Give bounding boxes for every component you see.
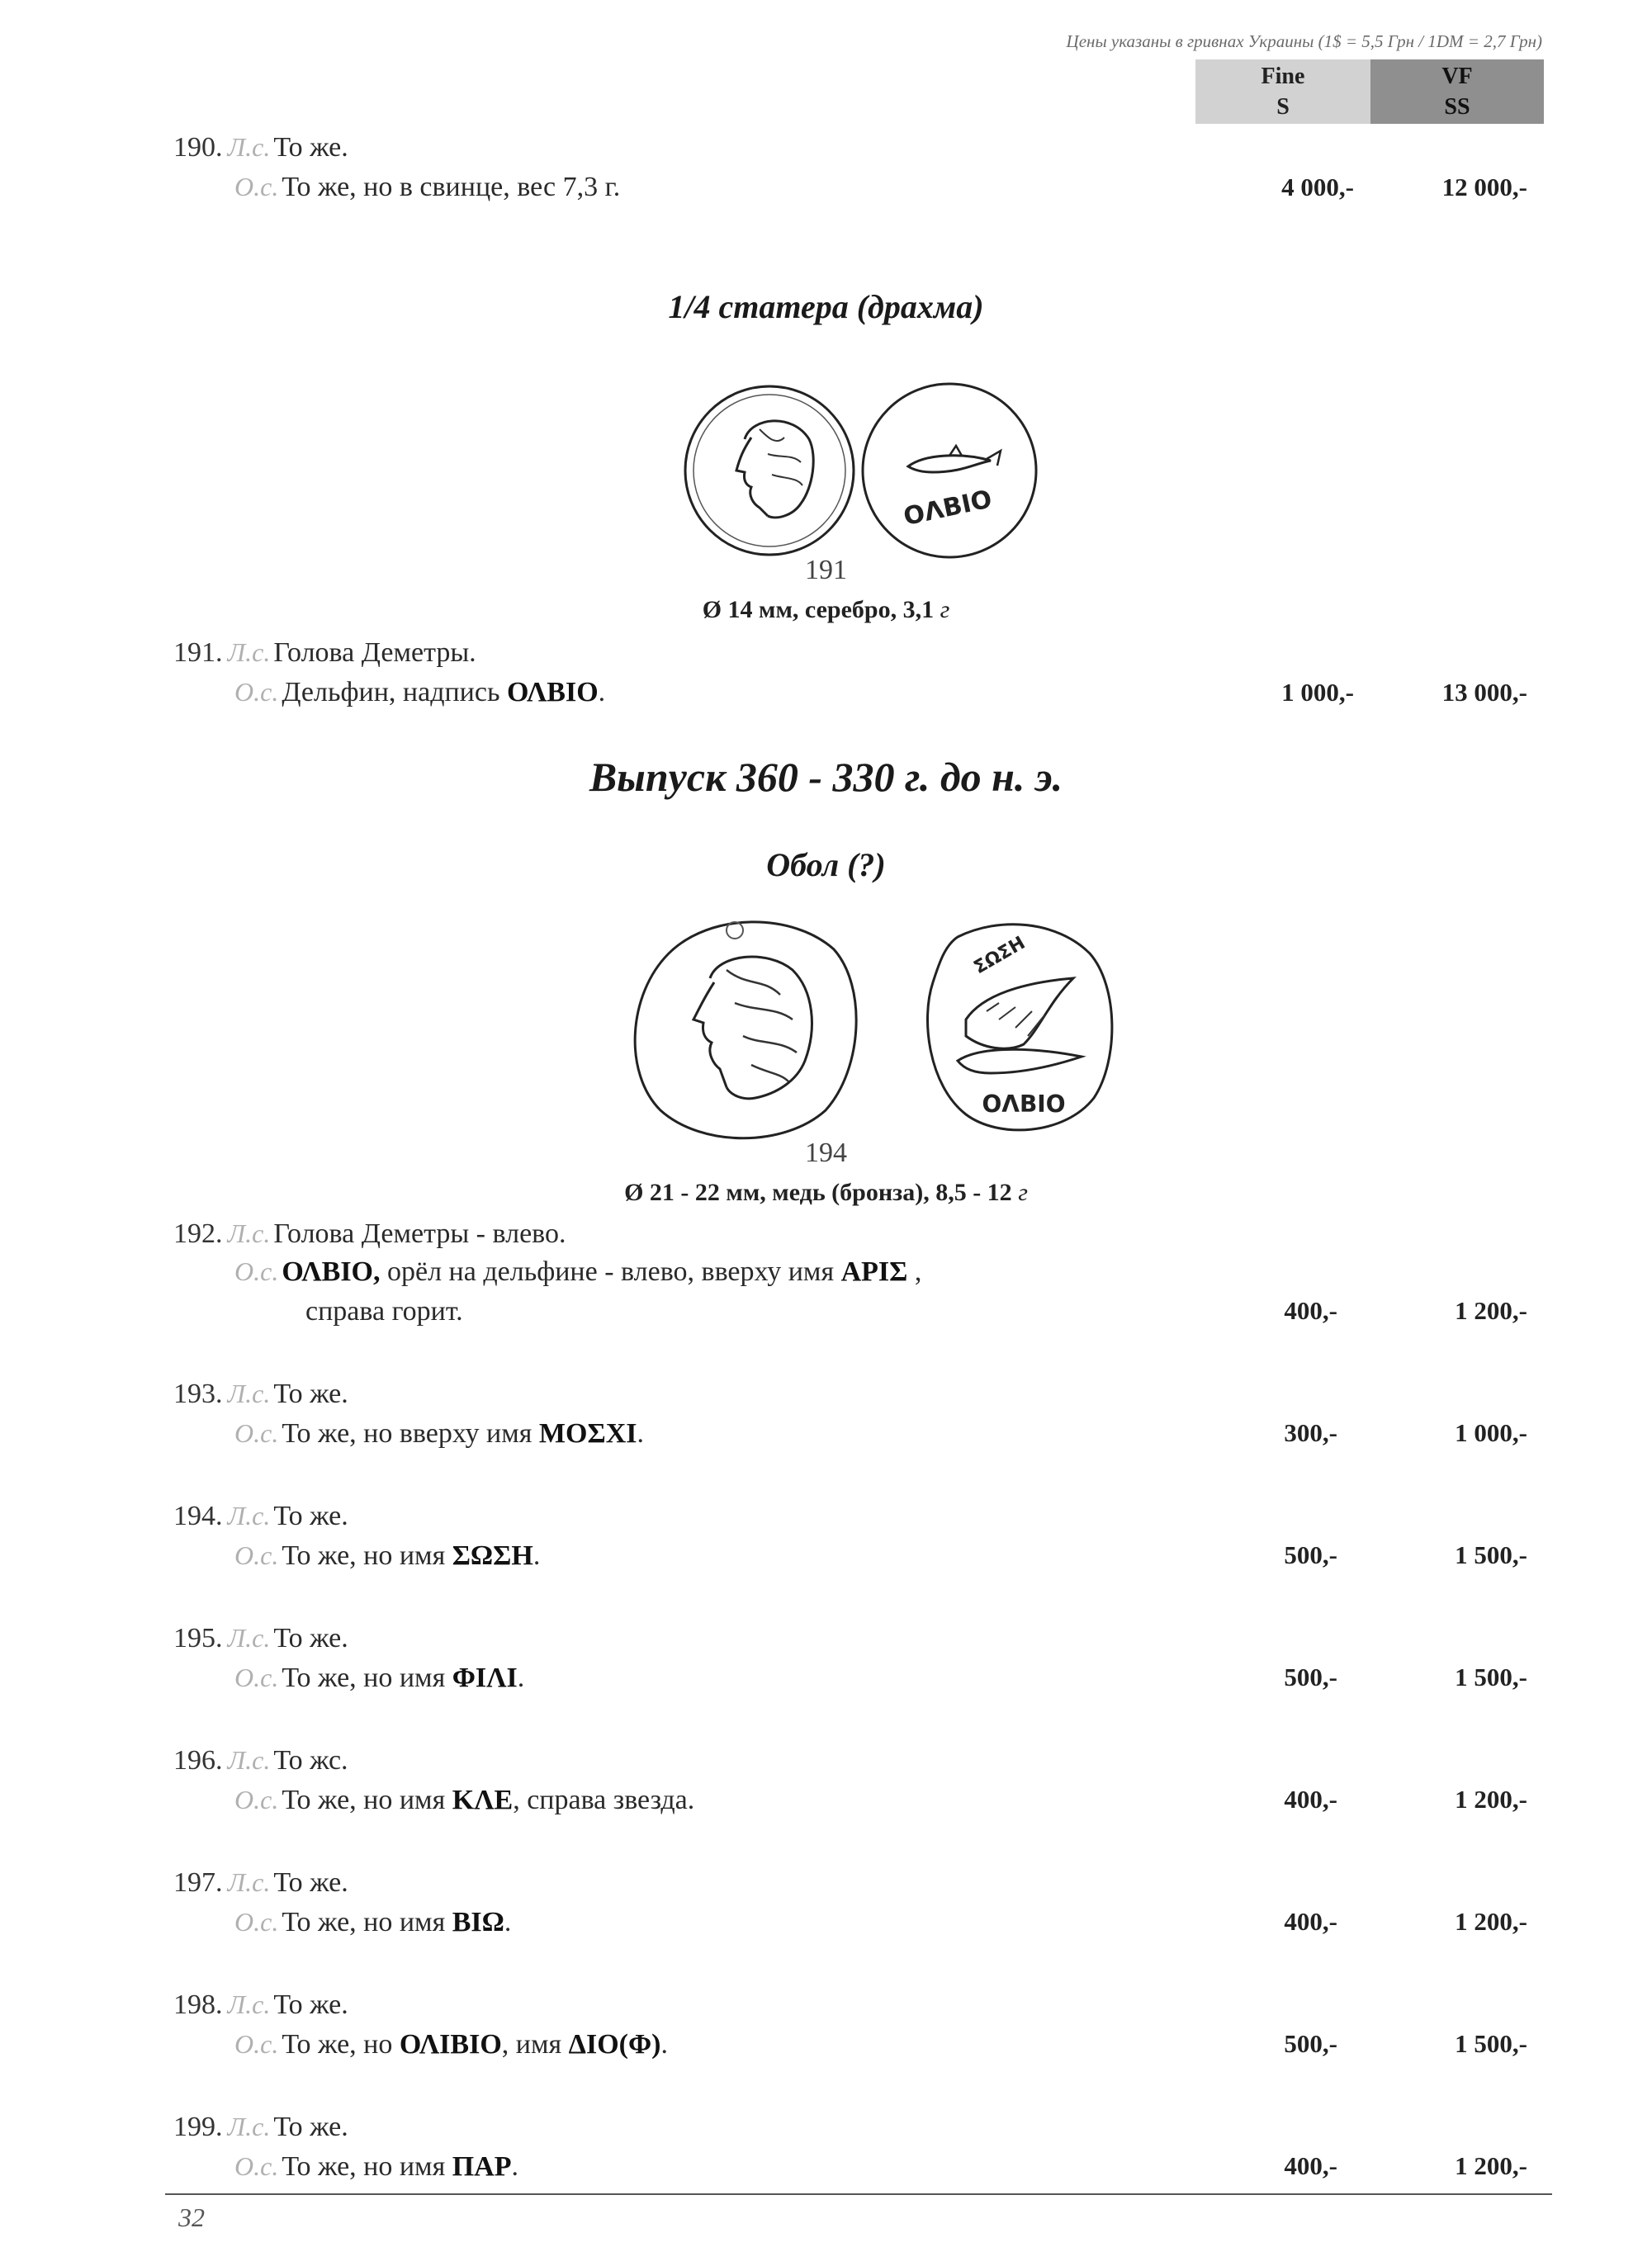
coin-191-obverse <box>685 386 854 555</box>
catalog-entry-199-reverse <box>234 2151 518 2183</box>
reverse-legend: ΟΛΒΙΟ, <box>282 1256 381 1287</box>
catalog-entry-198-obverse <box>173 1989 348 2021</box>
price-vf: 12 000,- <box>1441 173 1527 201</box>
reverse-remark: , справа звезда. <box>513 1785 695 1815</box>
price-vf: 1 000,- <box>1455 1418 1527 1447</box>
reverse-name: ΠΑΡ <box>452 2151 512 2182</box>
reverse-description: То же, но имя <box>282 1663 452 1693</box>
reverse-label: О.с. <box>234 1256 279 1286</box>
reverse-punctuation: , <box>907 1256 922 1287</box>
catalog-entry-194-reverse <box>234 1540 540 1572</box>
price-fine: 300,- <box>1284 1418 1337 1447</box>
catalog-entry-197-obverse <box>173 1867 348 1899</box>
grade-vf-label: VF <box>1441 64 1473 89</box>
reverse-punctuation: . <box>511 2151 518 2182</box>
entry-number: 199. <box>173 2112 223 2142</box>
entry-number: 190. <box>173 132 223 163</box>
reverse-description: То же, но <box>282 2029 400 2060</box>
reverse-label: О.с. <box>234 1663 279 1692</box>
price-fine: 400,- <box>1284 1296 1337 1325</box>
price-vf: 1 200,- <box>1455 1296 1527 1325</box>
reverse-label: О.с. <box>234 1418 279 1448</box>
reverse-description: То же, но в свинце, вес 7,3 г. <box>282 172 621 202</box>
price-fine: 500,- <box>1284 1540 1337 1569</box>
figure-191-spec-text: Ø 14 мм, серебро, 3,1 <box>702 596 935 623</box>
obverse-description: То же. <box>273 1501 348 1531</box>
footer-divider <box>165 2193 1552 2195</box>
reverse-description: Дельфин, надпись <box>282 677 507 707</box>
section-title-issue: Выпуск 360 - 330 г. до н. э. <box>589 754 1063 800</box>
reverse-punctuation: . <box>598 677 606 707</box>
grade-s-label: S <box>1276 94 1290 120</box>
entry-number: 194. <box>173 1501 223 1531</box>
page-number: 32 <box>178 2202 205 2232</box>
coin-illustration-194 <box>611 904 1123 1152</box>
obverse-description: То жс. <box>273 1745 348 1776</box>
obverse-label: Л.с. <box>227 1379 271 1408</box>
price-vf: 1 500,- <box>1455 1663 1527 1691</box>
obverse-description: Голова Деметры - влево. <box>273 1218 566 1249</box>
catalog-entry-196-reverse <box>234 1785 694 1816</box>
catalog-entry-195-obverse <box>173 1623 348 1654</box>
reverse-description: То же, но имя <box>282 2151 452 2182</box>
price-fine: 500,- <box>1284 1663 1337 1691</box>
reverse-name: ΦΙΛΙ <box>452 1663 518 1693</box>
catalog-entry-197-reverse <box>234 1907 511 1938</box>
entry-number: 192. <box>173 1218 223 1249</box>
price-fine: 400,- <box>1284 2151 1337 2180</box>
coin-194-reverse <box>927 925 1111 1130</box>
price-vf: 1 200,- <box>1455 1907 1527 1936</box>
catalog-entry-198-reverse <box>234 2029 668 2060</box>
reverse-label: О.с. <box>234 1907 279 1937</box>
grade-vf-header <box>1370 59 1544 124</box>
entry-number: 193. <box>173 1379 223 1409</box>
coin-194-legend-bottom: ΟΛΒΙΟ <box>982 1090 1066 1118</box>
section-title-quarter-stater: 1/4 статера (драхма) <box>668 288 984 325</box>
catalog-entry-194-obverse <box>173 1501 348 1532</box>
reverse-name: ΚΛΕ <box>452 1785 514 1815</box>
obverse-description: То же. <box>273 2112 348 2142</box>
figure-number-191: 191 <box>805 555 847 585</box>
catalog-entry-192-obverse <box>173 1218 566 1250</box>
price-vf: 13 000,- <box>1441 678 1527 707</box>
reverse-name: ΜΟΣΧΙ <box>538 1418 637 1449</box>
figure-number-194: 194 <box>805 1138 847 1168</box>
price-fine: 4 000,- <box>1281 173 1354 201</box>
figure-spec-191 <box>0 596 1652 624</box>
reverse-description: То же, но имя <box>282 1907 452 1937</box>
catalog-entry-191-obverse <box>173 637 476 669</box>
reverse-label: О.с. <box>234 677 279 707</box>
reverse-legend: ΟΛΙΒΙΟ <box>399 2029 502 2060</box>
reverse-label: О.с. <box>234 1785 279 1814</box>
grade-fine-header <box>1195 59 1370 124</box>
price-fine: 500,- <box>1284 2029 1337 2058</box>
figure-194-spec-text: Ø 21 - 22 мм, медь (бронза), 8,5 - 12 <box>624 1179 1012 1206</box>
figure-spec-194 <box>0 1179 1652 1207</box>
reverse-punctuation: . <box>637 1418 644 1449</box>
price-vf: 1 200,- <box>1455 2151 1527 2180</box>
catalog-entry-190-reverse <box>234 172 620 203</box>
reverse-description-mid: , имя <box>501 2029 569 2060</box>
obverse-label: Л.с. <box>227 637 271 667</box>
obverse-description: То же. <box>273 1867 348 1898</box>
reverse-punctuation: . <box>533 1540 541 1571</box>
coin-illustration-191 <box>677 380 1048 561</box>
section-title-obol: Обол (?) <box>766 846 886 883</box>
catalog-entry-193-reverse <box>234 1418 644 1450</box>
reverse-name: ΒΙΩ <box>452 1907 504 1937</box>
catalog-entry-190-obverse <box>173 132 348 163</box>
price-fine: 400,- <box>1284 1785 1337 1814</box>
reverse-description: То же, но имя <box>282 1540 452 1571</box>
catalog-entry-196-obverse <box>173 1745 348 1776</box>
obverse-label: Л.с. <box>227 1623 271 1653</box>
price-currency-note: Цены указаны в гривнах Украины (1$ = 5,5 Грн / 1DM = 2,7 Грн) <box>1066 31 1542 51</box>
obverse-label: Л.с. <box>227 132 271 162</box>
reverse-punctuation: . <box>504 1907 512 1937</box>
catalog-entry-193-obverse <box>173 1379 348 1410</box>
reverse-punctuation: . <box>660 2029 668 2060</box>
coin-191-reverse <box>863 384 1036 557</box>
price-vf: 1 200,- <box>1455 1785 1527 1814</box>
obverse-description: То же. <box>273 132 348 163</box>
obverse-label: Л.с. <box>227 2112 271 2141</box>
reverse-description: орёл на дельфине - влево, вверху имя <box>380 1256 841 1287</box>
grade-fine-label: Fine <box>1261 64 1305 89</box>
price-vf: 1 500,- <box>1455 2029 1527 2058</box>
reverse-label: О.с. <box>234 2029 279 2059</box>
entry-number: 196. <box>173 1745 223 1776</box>
figure-191-unit: г <box>940 596 950 623</box>
obverse-label: Л.с. <box>227 1867 271 1897</box>
entry-number: 198. <box>173 1989 223 2020</box>
reverse-name: ΣΩΣΗ <box>452 1540 533 1571</box>
obverse-description: То же. <box>273 1379 348 1409</box>
entry-number: 191. <box>173 637 223 668</box>
figure-194-unit: г <box>1018 1179 1028 1206</box>
coin-191-legend: ΟΛΒΙΟ <box>901 485 995 532</box>
obverse-description: То же. <box>273 1989 348 2020</box>
entry-number: 195. <box>173 1623 223 1653</box>
reverse-description: То же, но вверху имя <box>282 1418 539 1449</box>
obverse-label: Л.с. <box>227 1989 271 2019</box>
catalog-entry-192-reverse-continued: справа горит. <box>305 1296 463 1327</box>
catalog-entry-191-reverse <box>234 677 605 708</box>
reverse-label: О.с. <box>234 1540 279 1570</box>
price-vf: 1 500,- <box>1455 1540 1527 1569</box>
reverse-label: О.с. <box>234 172 279 201</box>
obverse-label: Л.с. <box>227 1501 271 1530</box>
entry-number: 197. <box>173 1867 223 1898</box>
catalog-entry-195-reverse <box>234 1663 524 1694</box>
obverse-label: Л.с. <box>227 1745 271 1775</box>
reverse-label: О.с. <box>234 2151 279 2181</box>
catalog-entry-199-obverse <box>173 2112 348 2143</box>
obverse-description: То же. <box>273 1623 348 1653</box>
reverse-name: ΑΡΙΣ <box>840 1256 908 1287</box>
reverse-name: ΔΙΟ(Φ) <box>568 2029 661 2060</box>
coin-194-legend-top: ΣΩΣΗ <box>970 932 1030 979</box>
obverse-description: Голова Деметры. <box>273 637 476 668</box>
obverse-label: Л.с. <box>227 1218 271 1248</box>
price-fine: 400,- <box>1284 1907 1337 1936</box>
grade-ss-label: SS <box>1444 94 1470 120</box>
catalog-entry-192-reverse <box>234 1256 921 1288</box>
coin-194-obverse <box>635 922 856 1138</box>
reverse-legend: ΟΛΒΙΟ <box>506 677 599 707</box>
reverse-punctuation: . <box>517 1663 525 1693</box>
reverse-description: То же, но имя <box>282 1785 452 1815</box>
price-fine: 1 000,- <box>1281 678 1354 707</box>
